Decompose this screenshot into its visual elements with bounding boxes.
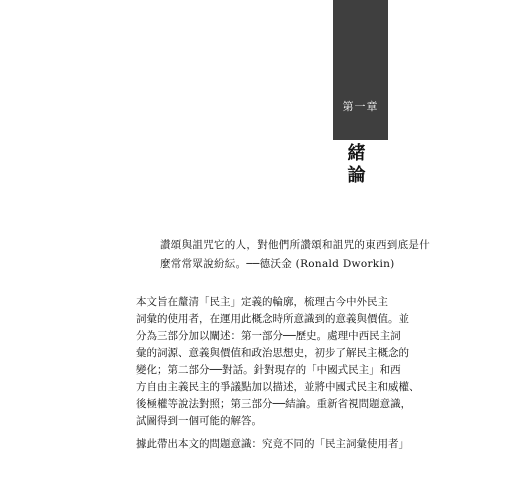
paragraph-line: 詞彙的使用者，在運用此概念時所意識到的意義與價值。並 (136, 313, 409, 325)
epigraph-line: 讚頌與詛咒它的人，對他們所讚頌和詛咒的東西到底是什 (160, 239, 430, 251)
paragraph-line: 後極權等說法對照；第三部分──結論。重新省視問題意識， (136, 398, 412, 410)
body-text (136, 294, 420, 453)
paragraph-line: 彙的詞源、意義與價值和政治思想史，初步了解民主概念的 (136, 347, 409, 359)
paragraph-line: 分為三部分加以闡述：第一部分──歷史。處理中西民主詞 (136, 330, 401, 342)
chapter-number: 第一章 (342, 100, 379, 113)
paragraph-line: 變化；第二部分──對話。針對現存的「中國式民主」和西 (136, 364, 401, 376)
paragraph-line: 方自由主義民主的爭議點加以描述，並將中國式民主和威權、 (136, 381, 420, 393)
chapter-title: 緒 論 (347, 143, 374, 186)
paragraph-line: 本文旨在釐清「民主」定義的輪廓，梳理古今中外民主 (136, 296, 388, 308)
paragraph-line: 試圖得到一個可能的解答。 (136, 415, 262, 427)
chapter-tab (333, 0, 388, 140)
paragraph-line: 據此帶出本文的問題意識：究竟不同的「民主詞彙使用者」 (136, 438, 409, 450)
epigraph (160, 236, 430, 274)
epigraph-line: 麼常常眾說紛紜。──德沃金 (Ronald Dworkin) (160, 258, 395, 270)
